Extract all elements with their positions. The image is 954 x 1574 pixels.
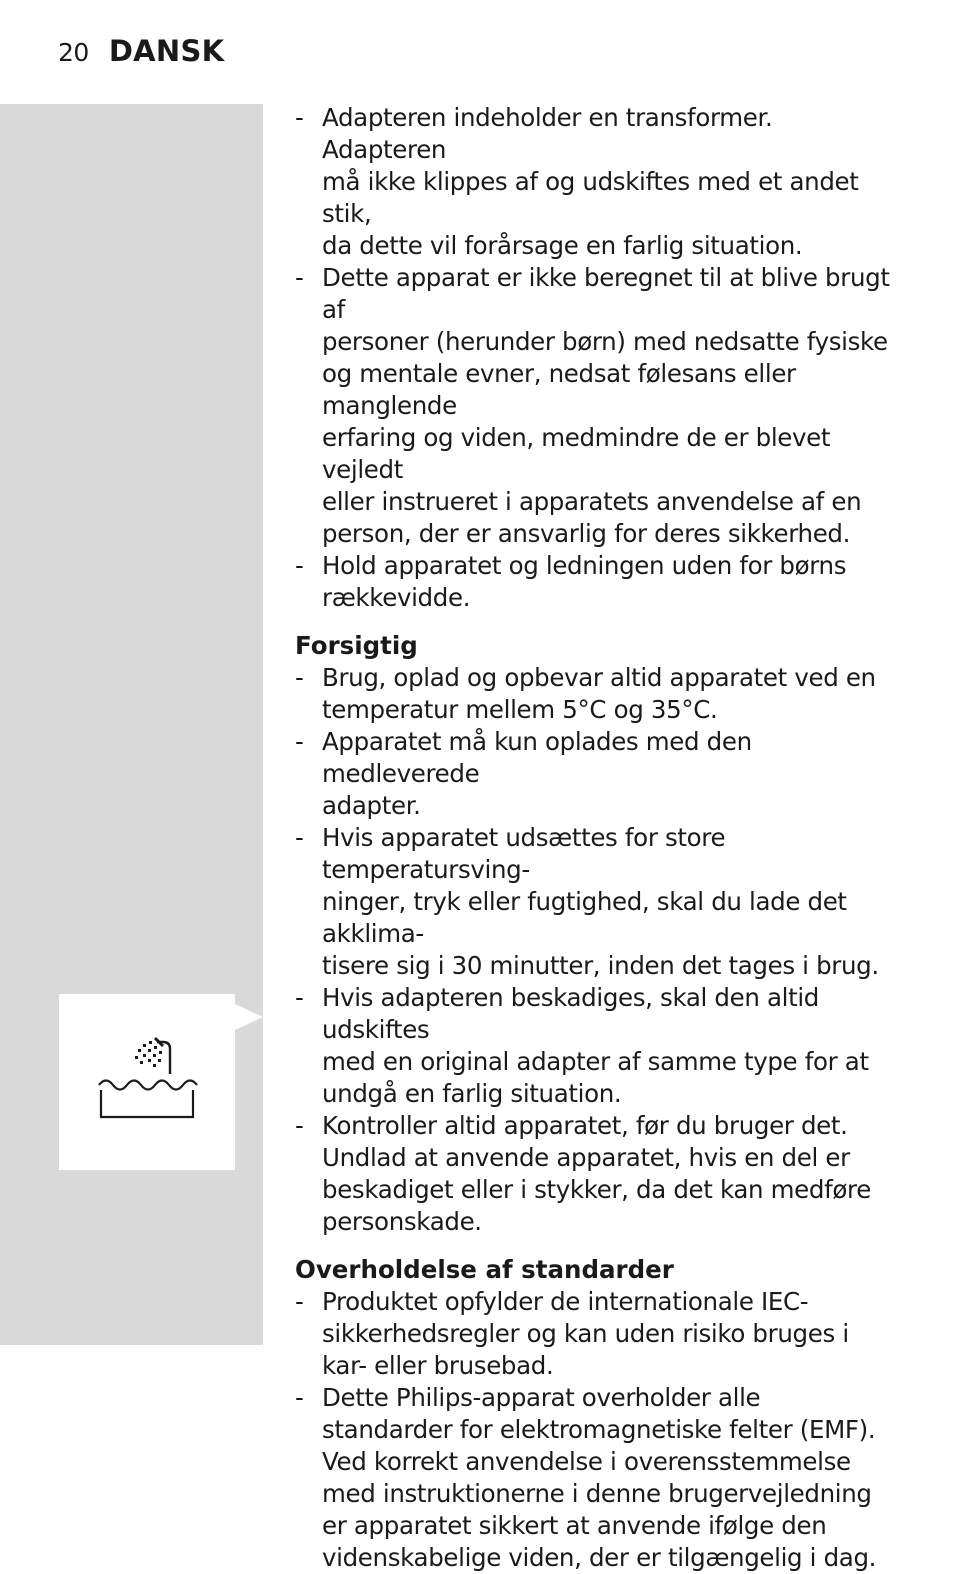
list-item — [295, 262, 895, 550]
section-title-forsigtig: Forsigtig — [295, 631, 418, 660]
line: Dette Philips-apparat overholder alle — [322, 1383, 761, 1412]
line: Ved korrekt anvendelse i overensstemmelse — [322, 1447, 851, 1476]
line: temperatur mellem 5°C og 35°C. — [322, 695, 718, 724]
bullet-list — [295, 1286, 895, 1574]
line: Produktet opfylder de internationale IEC- — [322, 1287, 809, 1316]
dash: - — [295, 727, 304, 756]
line: da dette vil forårsage en farlig situation. — [322, 231, 803, 260]
bullet-list — [295, 662, 895, 1238]
line: undgå en farlig situation. — [322, 1079, 622, 1108]
line: eller instrueret i apparatets anvendelse af en — [322, 487, 862, 516]
line: personskade. — [322, 1207, 482, 1236]
section-title-standards: Overholdelse af standarder — [295, 1255, 674, 1284]
line: person, der er ansvarlig for deres sikkerhed. — [322, 519, 851, 548]
line: og mentale evner, nedsat følesans eller manglende — [322, 359, 796, 420]
line: tisere sig i 30 minutter, inden det tages i brug. — [322, 951, 879, 980]
dash: - — [295, 1287, 304, 1316]
page-header — [58, 34, 224, 74]
line: rækkevidde. — [322, 583, 471, 612]
line: med en original adapter af samme type for at — [322, 1047, 869, 1076]
list-item — [295, 1382, 895, 1574]
list-item — [295, 662, 895, 726]
line: adapter. — [322, 791, 421, 820]
page-number: 20 — [58, 38, 89, 67]
line: Hold apparatet og ledningen uden for børns — [322, 551, 847, 580]
content-column — [295, 102, 895, 1574]
line: Adapteren indeholder en transformer. Adapteren — [322, 103, 773, 164]
line: personer (herunder børn) med nedsatte fysiske — [322, 327, 888, 356]
list-item — [295, 1286, 895, 1382]
dash: - — [295, 551, 304, 580]
line: standarder for elektromagnetiske felter (EMF). — [322, 1415, 876, 1444]
list-item — [295, 102, 895, 262]
line: Undlad at anvende apparatet, hvis en del er — [322, 1143, 850, 1172]
line: Hvis apparatet udsættes for store temperatursving- — [322, 823, 726, 884]
icon-pointer — [235, 1004, 263, 1030]
line: erfaring og viden, medmindre de er blevet vejledt — [322, 423, 831, 484]
line: med instruktionerne i denne brugervejledning — [322, 1479, 872, 1508]
list-item — [295, 1110, 895, 1238]
list-item — [295, 822, 895, 982]
line: Kontroller altid apparatet, før du bruger det. — [322, 1111, 848, 1140]
line: Brug, oplad og opbevar altid apparatet ved en — [322, 663, 876, 692]
line: videnskabelige viden, der er tilgængelig i dag. — [322, 1543, 877, 1572]
dash: - — [295, 263, 304, 292]
line: sikkerhedsregler og kan uden risiko bruges i — [322, 1319, 849, 1348]
list-item — [295, 726, 895, 822]
dash: - — [295, 103, 304, 132]
line: Apparatet må kun oplades med den medleverede — [322, 727, 752, 788]
icon-box — [59, 994, 235, 1170]
line: kar- eller brusebad. — [322, 1351, 554, 1380]
list-item — [295, 550, 895, 614]
line: må ikke klippes af og udskiftes med et andet stik, — [322, 167, 859, 228]
line: Hvis adapteren beskadiges, skal den altid udskiftes — [322, 983, 820, 1044]
dash: - — [295, 1111, 304, 1140]
dash: - — [295, 983, 304, 1012]
line: Dette apparat er ikke beregnet til at blive brugt af — [322, 263, 890, 324]
line: er apparatet sikkert at anvende ifølge den — [322, 1511, 827, 1540]
language-heading: DANSK — [108, 34, 225, 68]
bullet-list — [295, 102, 895, 614]
dash: - — [295, 1383, 304, 1412]
line: beskadiget eller i stykker, da det kan medføre — [322, 1175, 871, 1204]
line: ninger, tryk eller fugtighed, skal du lade det akklima- — [322, 887, 847, 948]
dash: - — [295, 663, 304, 692]
dash: - — [295, 823, 304, 852]
list-item — [295, 982, 895, 1110]
bath-shower-icon — [59, 994, 235, 1170]
